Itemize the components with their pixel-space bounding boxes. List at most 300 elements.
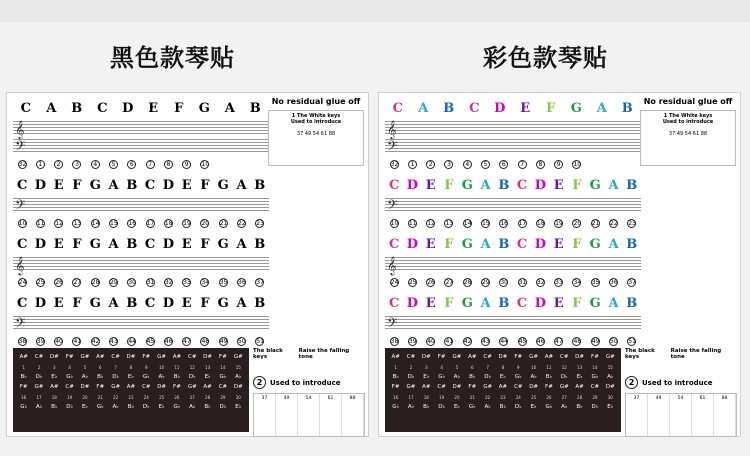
note-letter: A xyxy=(596,100,607,116)
key-number-circle: 5 xyxy=(481,160,490,169)
key-number xyxy=(495,278,513,287)
key-number xyxy=(458,337,476,346)
key-number-circle: 20 xyxy=(201,220,210,227)
key-size-column: 49 xyxy=(648,394,670,436)
black-keys-panel xyxy=(385,348,621,432)
key-number-circle: 13 xyxy=(445,220,454,227)
black-key-number: 11 xyxy=(174,364,180,370)
black-key-number: 19 xyxy=(67,394,73,400)
key-number-circle: 22 xyxy=(610,220,618,227)
key-number-circle: 19 xyxy=(555,220,563,227)
note-letter: D xyxy=(162,295,175,311)
note-row xyxy=(385,97,641,119)
black-key-letter: B♭ xyxy=(97,374,104,380)
key-number-circle: 3 xyxy=(444,160,453,169)
bass-clef-icon: 𝄢 xyxy=(15,315,26,334)
note-letter: A xyxy=(236,177,247,193)
note-grid xyxy=(13,97,269,351)
black-key-number: 29 xyxy=(592,394,598,400)
black-key-number: 3 xyxy=(425,364,428,370)
black-key-letter: G♭ xyxy=(438,374,446,380)
note-letter: B xyxy=(126,236,138,252)
black-key-number: 9 xyxy=(517,364,520,370)
black-key-letter: A♭ xyxy=(189,404,196,410)
note-letter: B xyxy=(126,177,138,193)
black-key-letter: A# xyxy=(50,384,59,390)
black-key-letter: A# xyxy=(172,354,182,360)
note-letter: G xyxy=(589,177,601,193)
staff-line xyxy=(13,121,269,122)
key-number xyxy=(568,219,586,228)
key-number-circle: 32 xyxy=(390,161,399,168)
key-number xyxy=(385,160,403,169)
black-key-letter: E♭ xyxy=(235,404,242,410)
key-number xyxy=(513,160,531,169)
black-key-number: 6 xyxy=(471,364,474,370)
note-letter: E xyxy=(425,236,436,252)
title-color: 彩色款琴贴 xyxy=(483,44,608,72)
key-number-circle: 15 xyxy=(482,220,490,227)
black-keys-title: The black keys xyxy=(625,348,655,360)
black-key-letter: G♭ xyxy=(173,404,181,410)
key-number xyxy=(458,219,476,228)
black-key-letter: E♭ xyxy=(127,374,134,380)
white-keys-box xyxy=(640,110,736,166)
key-number xyxy=(68,278,86,287)
black-key-letter: A♭ xyxy=(453,374,461,380)
black-key-number: 13 xyxy=(577,364,583,370)
key-number-circle: 45 xyxy=(146,338,155,345)
black-key-letter: D♭ xyxy=(514,404,522,410)
note-letter: E xyxy=(553,295,564,311)
key-number-circle: 11 xyxy=(408,220,417,227)
note-letter: F xyxy=(72,295,82,311)
black-key-letter: B♭ xyxy=(204,404,211,410)
staff-line xyxy=(385,204,641,205)
key-number xyxy=(458,278,476,287)
key-number-circle: 16 xyxy=(500,220,508,227)
black-key-letter: A# xyxy=(468,354,477,360)
note-letter: E xyxy=(553,177,564,193)
staff xyxy=(13,314,269,332)
black-key-letter: A# xyxy=(498,384,508,390)
black-key-letter: D# xyxy=(498,354,508,360)
black-key-letter: D# xyxy=(80,384,90,390)
black-key-letter: D♭ xyxy=(438,404,446,410)
key-number-circle: 27 xyxy=(445,279,454,286)
note-letter: E xyxy=(53,295,64,311)
note-letter: C xyxy=(144,295,156,311)
key-size-table xyxy=(253,393,365,437)
black-key-letter: D♭ xyxy=(35,374,43,380)
white-keys-panel xyxy=(268,97,364,166)
key-number xyxy=(495,337,513,346)
note-letter: C xyxy=(516,177,528,193)
key-number-circle: 10 xyxy=(573,161,582,168)
note-letter: B xyxy=(126,295,138,311)
key-number xyxy=(568,278,586,287)
black-key-row xyxy=(16,352,246,362)
black-key-letter: B♭ xyxy=(499,404,507,410)
note-letter: A xyxy=(608,295,619,311)
staff xyxy=(385,196,641,214)
staff-line xyxy=(385,127,641,128)
black-key-number: 8 xyxy=(501,364,505,370)
key-number-circle: 4 xyxy=(91,160,100,169)
black-keys-label-row xyxy=(253,348,365,360)
staff-line xyxy=(13,198,269,199)
note-letter: E xyxy=(425,177,436,193)
black-key-letter: B♭ xyxy=(469,374,476,380)
bass-clef-icon: 𝄢 xyxy=(387,315,398,334)
key-number-circle: 2 xyxy=(54,160,63,169)
black-key-number: 30 xyxy=(607,394,613,400)
number-row xyxy=(13,214,269,233)
black-key-number: 29 xyxy=(220,394,226,400)
note-letter: F xyxy=(72,236,82,252)
black-key-letter: E♭ xyxy=(423,374,430,380)
key-number-circle: 12 xyxy=(55,220,63,227)
black-key-number: 14 xyxy=(220,364,226,370)
note-letter: E xyxy=(553,236,564,252)
staff xyxy=(385,119,641,137)
note-letter: E xyxy=(53,177,64,193)
black-key-letter: D♭ xyxy=(484,374,492,380)
key-number-circle: 29 xyxy=(482,279,490,286)
note-letter: F xyxy=(444,177,454,193)
black-key-number: 28 xyxy=(205,394,211,400)
black-key-letter: G♭ xyxy=(219,374,227,380)
note-letter: B xyxy=(254,295,266,311)
key-number xyxy=(50,337,68,346)
key-number xyxy=(513,337,531,346)
key-number xyxy=(422,219,440,228)
key-number xyxy=(13,219,31,228)
bass-clef-icon: 𝄢 xyxy=(387,138,398,157)
key-number-circle: 5 xyxy=(109,160,118,169)
key-number-circle: 45 xyxy=(518,338,527,345)
black-key-number: 20 xyxy=(82,394,88,400)
black-key-number: 1 xyxy=(394,364,397,370)
key-number-circle: 39 xyxy=(408,338,417,345)
black-key-letter: G♭ xyxy=(142,374,150,380)
key-number-circle: 28 xyxy=(91,279,100,286)
note-letter: B xyxy=(621,100,633,116)
key-number xyxy=(141,337,159,346)
black-key-letter: F# xyxy=(514,354,523,360)
staff-line xyxy=(13,204,269,205)
note-letter: C xyxy=(16,236,28,252)
black-key-letter: F# xyxy=(545,384,553,390)
key-number xyxy=(159,219,177,228)
key-number xyxy=(403,337,421,346)
note-row xyxy=(385,233,641,255)
key-number xyxy=(385,278,403,287)
note-letter: B xyxy=(626,295,638,311)
staff-line xyxy=(385,328,641,329)
note-letter: C xyxy=(144,236,156,252)
staff xyxy=(13,137,269,155)
key-number xyxy=(604,337,622,346)
key-number-circle: 32 xyxy=(536,279,545,286)
note-letter: E xyxy=(181,177,192,193)
note-grid xyxy=(385,97,641,351)
key-number-circle: 44 xyxy=(128,338,136,345)
key-number xyxy=(440,219,458,228)
key-number xyxy=(513,278,531,287)
note-letter: B xyxy=(249,100,261,116)
staff-line xyxy=(385,207,641,208)
key-size-column: 61 xyxy=(692,394,714,436)
black-key-letter: G♭ xyxy=(591,374,599,380)
key-number-circle: 30 xyxy=(128,279,136,286)
staff-line xyxy=(385,121,641,122)
black-key-letter: F# xyxy=(591,354,599,360)
staff-line xyxy=(13,207,269,208)
black-key-letter: D# xyxy=(126,354,136,360)
note-letter: F xyxy=(72,177,82,193)
key-number-circle: 23 xyxy=(628,220,636,227)
white-keys-title: 1 The White keys xyxy=(291,113,341,119)
key-number xyxy=(251,278,269,287)
black-key-letter: G# xyxy=(406,384,416,390)
key-number-circle: 41 xyxy=(73,338,82,345)
key-number xyxy=(495,160,513,169)
key-number-circle: 25 xyxy=(408,279,417,286)
black-key-row xyxy=(16,382,246,392)
key-number xyxy=(476,337,494,346)
key-number xyxy=(550,160,568,169)
key-number-circle: 21 xyxy=(219,220,228,227)
staff-line xyxy=(385,316,641,317)
key-number xyxy=(251,337,269,346)
key-number-circle: 51 xyxy=(256,338,264,345)
black-key-letter: E♭ xyxy=(453,404,461,410)
black-key-number: 22 xyxy=(485,394,491,400)
treble-clef-icon: 𝄞 xyxy=(387,256,397,275)
key-number-circle: 4 xyxy=(463,160,472,169)
treble-clef-icon: 𝄞 xyxy=(15,120,25,139)
key-number xyxy=(141,160,159,169)
key-number xyxy=(214,278,232,287)
note-letter: D xyxy=(406,236,419,252)
black-keys-info-panel xyxy=(253,348,365,432)
black-key-number: 21 xyxy=(97,394,103,400)
staff xyxy=(385,255,641,273)
black-key-number: 16 xyxy=(21,394,27,400)
black-key-letter: C# xyxy=(437,384,446,390)
black-key-letter: G# xyxy=(233,354,243,360)
note-letter: F xyxy=(200,236,210,252)
key-number-circle: 48 xyxy=(201,338,210,345)
black-key-number: 10 xyxy=(159,364,165,370)
staff-line xyxy=(13,201,269,202)
key-number-circle: 46 xyxy=(536,338,545,345)
black-key-letter: A# xyxy=(422,384,431,390)
black-key-number: 4 xyxy=(440,364,443,370)
key-number-circle: 46 xyxy=(164,338,173,345)
note-letter: D xyxy=(494,100,506,116)
key-number xyxy=(440,337,458,346)
key-number-circle: 50 xyxy=(238,338,246,345)
key-number xyxy=(31,337,49,346)
black-key-number: 18 xyxy=(423,394,429,400)
key-number-circle: 50 xyxy=(610,338,618,345)
staff-line xyxy=(385,148,641,149)
black-key-letter: A# xyxy=(19,354,28,360)
note-row xyxy=(13,233,269,255)
key-number xyxy=(13,278,31,287)
black-keys-label-row xyxy=(625,348,737,360)
staff-line xyxy=(13,142,269,143)
key-number xyxy=(178,278,196,287)
black-key-letter: B♭ xyxy=(576,404,583,410)
black-key-letter: A♭ xyxy=(607,374,614,380)
black-keys-info-panel xyxy=(625,348,737,432)
used-to-introduce-label: Used to introduce xyxy=(270,379,341,387)
note-letter: G xyxy=(570,100,582,116)
black-key-letter: G♭ xyxy=(392,404,400,410)
key-number-circle: 6 xyxy=(499,160,508,169)
note-letter: F xyxy=(200,177,210,193)
staff-line xyxy=(385,263,641,264)
key-number xyxy=(13,337,31,346)
note-letter: G xyxy=(89,236,101,252)
key-number-circle: 34 xyxy=(573,279,582,286)
key-number xyxy=(385,337,403,346)
key-number-circle: 32 xyxy=(18,161,27,168)
black-key-letter: G♭ xyxy=(545,404,553,410)
key-number xyxy=(86,160,104,169)
key-number-circle: 26 xyxy=(55,279,63,286)
key-number-circle: 18 xyxy=(164,220,173,227)
note-letter: C xyxy=(388,177,400,193)
black-key-number: 19 xyxy=(439,394,445,400)
black-key-row xyxy=(388,372,618,382)
raise-tone-label: Raise the falling tone xyxy=(298,348,350,360)
key-number-circle: 15 xyxy=(110,220,118,227)
key-number-circle: 3 xyxy=(72,160,81,169)
note-letter: C xyxy=(144,177,156,193)
staff-line xyxy=(385,269,641,270)
key-number xyxy=(141,219,159,228)
black-key-letter: A# xyxy=(96,354,105,360)
note-letter: G xyxy=(89,177,101,193)
key-number xyxy=(604,219,622,228)
key-number xyxy=(104,160,122,169)
key-number xyxy=(476,160,494,169)
key-number-circle: 10 xyxy=(390,220,399,227)
key-number xyxy=(531,160,549,169)
note-row xyxy=(385,292,641,314)
black-key-number: 1 xyxy=(22,364,25,370)
black-key-letter: A# xyxy=(203,384,212,390)
note-letter: A xyxy=(480,236,491,252)
black-key-letter: E♭ xyxy=(51,374,58,380)
black-keys-panel xyxy=(13,348,249,432)
staff-line xyxy=(13,124,269,125)
key-number xyxy=(458,160,476,169)
black-key-number: 17 xyxy=(408,394,414,400)
key-number xyxy=(214,337,232,346)
bass-clef-icon: 𝄢 xyxy=(15,138,26,157)
note-letter: D xyxy=(122,100,134,116)
note-letter: C xyxy=(388,236,400,252)
black-key-number-row xyxy=(16,362,246,372)
note-letter: F xyxy=(572,236,582,252)
key-number-circle: 49 xyxy=(219,338,228,345)
note-row xyxy=(13,97,269,119)
black-key-letter: D♭ xyxy=(66,404,74,410)
note-letter: C xyxy=(20,100,31,116)
black-key-number: 24 xyxy=(515,394,521,400)
key-number-circle: 14 xyxy=(463,220,472,227)
black-key-number: 3 xyxy=(53,364,56,370)
key-number xyxy=(123,278,141,287)
staff-line xyxy=(13,257,269,258)
black-key-number: 5 xyxy=(83,364,87,370)
note-letter: D xyxy=(406,177,419,193)
note-letter: C xyxy=(516,236,528,252)
key-number-circle: 19 xyxy=(183,220,191,227)
note-letter: G xyxy=(217,177,229,193)
note-letter: B xyxy=(626,177,638,193)
black-key-letter: B♭ xyxy=(545,374,553,380)
key-number-circle: 31 xyxy=(146,279,155,286)
key-number xyxy=(86,219,104,228)
black-key-row xyxy=(388,402,618,412)
black-key-letter: D# xyxy=(529,384,539,390)
black-key-number: 30 xyxy=(235,394,241,400)
staff-line xyxy=(385,151,641,152)
white-keys-panel xyxy=(640,97,736,166)
note-letter: C xyxy=(516,295,528,311)
note-letter: A xyxy=(480,177,491,193)
note-letter: G xyxy=(217,295,229,311)
black-key-letter: B♭ xyxy=(423,404,430,410)
black-key-letter: F# xyxy=(437,354,446,360)
black-key-number: 27 xyxy=(561,394,567,400)
staff-line xyxy=(385,130,641,131)
note-letter: F xyxy=(546,100,556,116)
key-number-circle: 44 xyxy=(500,338,508,345)
staff-line xyxy=(13,328,269,329)
key-number xyxy=(86,337,104,346)
key-number-circle: 21 xyxy=(591,220,600,227)
black-key-letter: E♭ xyxy=(204,374,211,380)
key-number-circle: 27 xyxy=(73,279,82,286)
black-key-number: 15 xyxy=(607,364,613,370)
key-number-circle: 31 xyxy=(518,279,527,286)
note-letter: F xyxy=(444,236,454,252)
key-number xyxy=(104,278,122,287)
step-badge: 2 xyxy=(625,376,638,389)
black-key-letter: A♭ xyxy=(112,404,119,410)
key-number-circle: 9 xyxy=(182,160,191,169)
note-letter: A xyxy=(608,177,619,193)
key-number-circle: 33 xyxy=(183,279,191,286)
key-number-circle: 10 xyxy=(201,161,210,168)
black-key-letter: G# xyxy=(452,354,462,360)
staff-line xyxy=(13,148,269,149)
key-number xyxy=(232,337,250,346)
key-number-circle: 40 xyxy=(427,338,435,345)
note-letter: F xyxy=(572,295,582,311)
key-number-circle: 9 xyxy=(554,160,563,169)
number-row xyxy=(385,155,641,174)
black-key-number-row xyxy=(16,392,246,402)
key-number-circle: 7 xyxy=(518,160,527,169)
